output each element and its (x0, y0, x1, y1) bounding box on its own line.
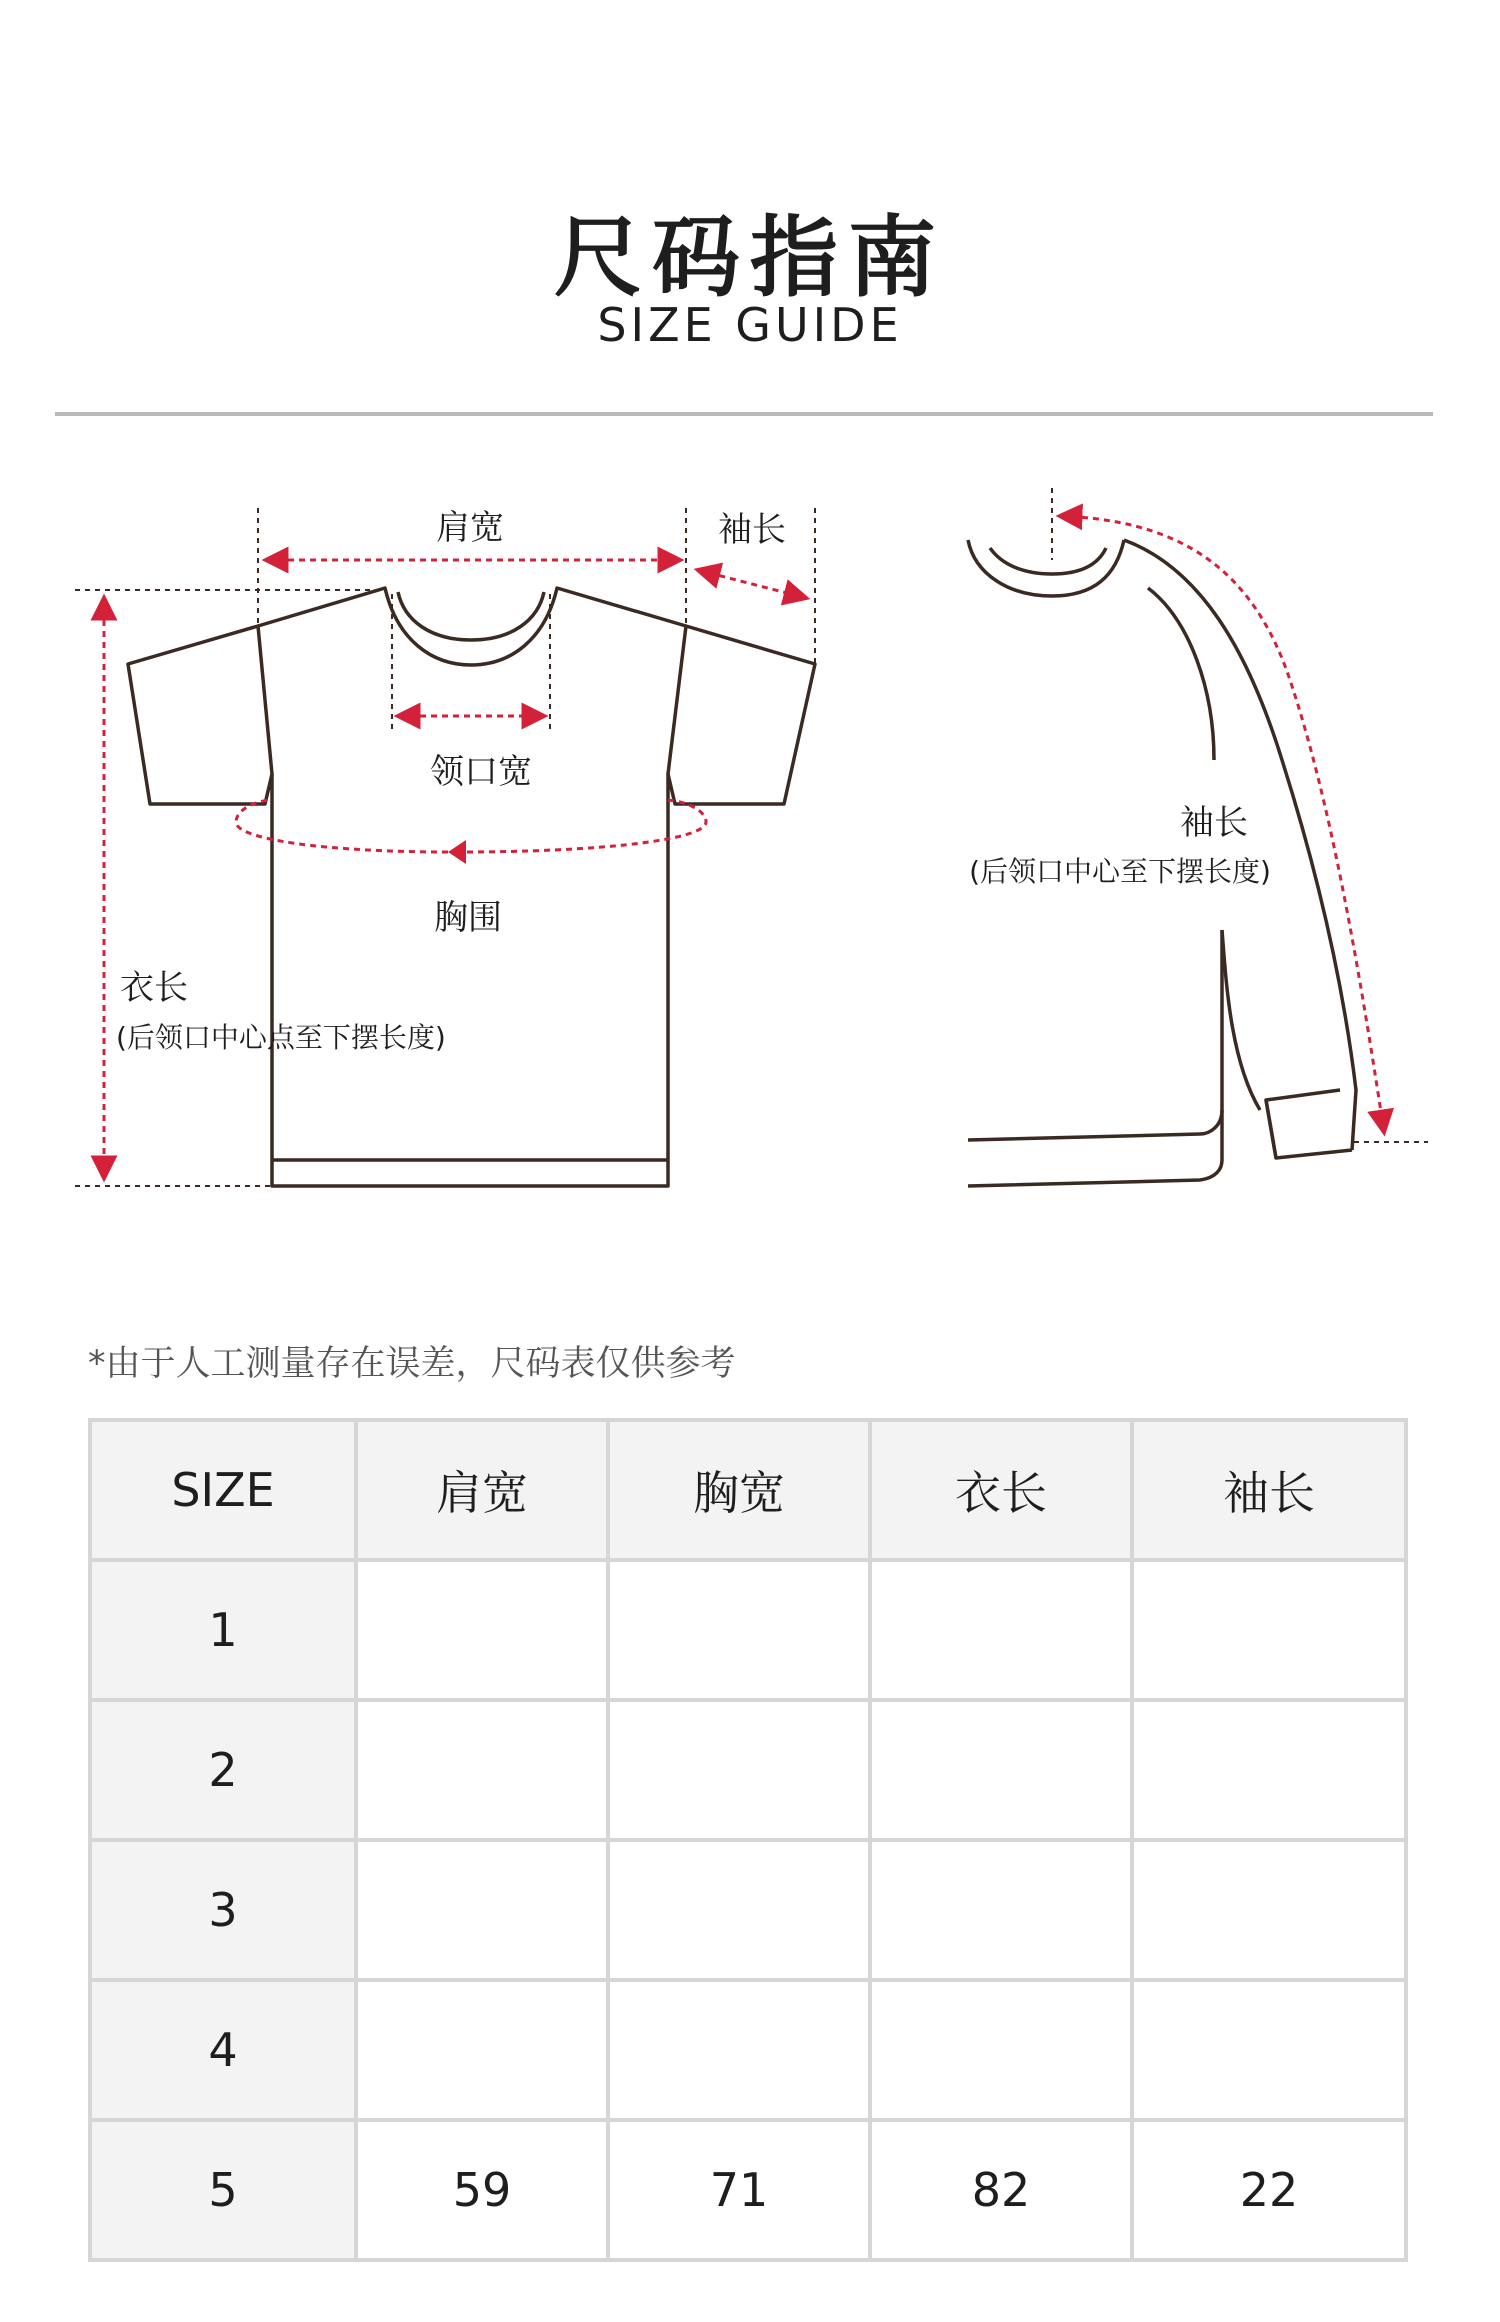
cell-body-length (870, 1560, 1132, 1700)
cell-body-length: 82 (870, 2120, 1132, 2260)
table-row (90, 1980, 1406, 2120)
short-sleeve-length-label: 袖长 (718, 510, 786, 550)
table-row (90, 2120, 1406, 2260)
cell-shoulder-width (356, 1980, 608, 2120)
short-sleeve-arrow (698, 570, 806, 598)
shoulder-width-label: 肩宽 (436, 508, 504, 548)
cell-body-length (870, 1700, 1132, 1840)
cell-sleeve-length: 22 (1132, 2120, 1406, 2260)
cell-chest-width (608, 1980, 870, 2120)
longsleeve-sleeve-seam (1148, 588, 1214, 760)
row-size: 3 (90, 1840, 356, 1980)
longsleeve-hem (968, 1110, 1222, 1186)
body-length-note: (后领口中心点至下摆长度) (116, 1021, 446, 1054)
size-table (88, 1418, 1408, 2262)
tshirt-collar (398, 592, 544, 640)
table-row (90, 1840, 1406, 1980)
cell-chest-width: 71 (608, 2120, 870, 2260)
cell-shoulder-width: 59 (356, 2120, 608, 2260)
tshirt-body (128, 588, 815, 1186)
row-size: 5 (90, 2120, 356, 2260)
cell-sleeve-length (1132, 1700, 1406, 1840)
chest-ellipse (236, 800, 706, 852)
cell-sleeve-length (1132, 1980, 1406, 2120)
table-header-row (90, 1420, 1406, 1560)
cell-shoulder-width (356, 1560, 608, 1700)
row-size: 4 (90, 1980, 356, 2120)
chest-circumference-label: 胸围 (434, 898, 502, 938)
cell-shoulder-width (356, 1700, 608, 1840)
table-row (90, 1700, 1406, 1840)
longsleeve-cuff (1266, 1090, 1352, 1158)
row-size: 2 (90, 1700, 356, 1840)
cell-chest-width (608, 1560, 870, 1700)
page-title: 尺码指南 (553, 206, 946, 309)
cell-sleeve-length (1132, 1560, 1406, 1700)
cell-chest-width (608, 1700, 870, 1840)
cell-body-length (870, 1840, 1132, 1980)
tshirt-measure-arrows (104, 560, 806, 1178)
body-length-label: 衣长 (120, 968, 188, 1008)
header-body-length: 衣长 (870, 1420, 1132, 1560)
cell-chest-width (608, 1840, 870, 1980)
longsleeve-body-side (968, 930, 1222, 1140)
row-size: 1 (90, 1560, 356, 1700)
longsleeve-collar-inner (990, 548, 1106, 574)
neck-width-label: 领口宽 (430, 752, 532, 792)
chest-arrow-head (448, 840, 466, 864)
cell-shoulder-width (356, 1840, 608, 1980)
header-sleeve-length: 袖长 (1132, 1420, 1406, 1560)
page-subtitle: SIZE GUIDE (597, 298, 903, 352)
longsleeve-side (1222, 930, 1260, 1110)
header-size: SIZE (90, 1420, 356, 1560)
measurement-disclaimer: *由于人工测量存在误差，尺码表仅供参考 (88, 1344, 736, 1384)
table-row (90, 1560, 1406, 1700)
header-chest-width: 胸宽 (608, 1420, 870, 1560)
cell-body-length (870, 1980, 1132, 2120)
tshirt-outline (128, 588, 815, 1186)
tshirt-measure-guides (75, 508, 815, 1186)
long-sleeve-length-label: 袖长 (1180, 803, 1248, 843)
header-shoulder-width: 肩宽 (356, 1420, 608, 1560)
cell-sleeve-length (1132, 1840, 1406, 1980)
long-sleeve-length-note: (后领口中心至下摆长度) (969, 855, 1271, 888)
